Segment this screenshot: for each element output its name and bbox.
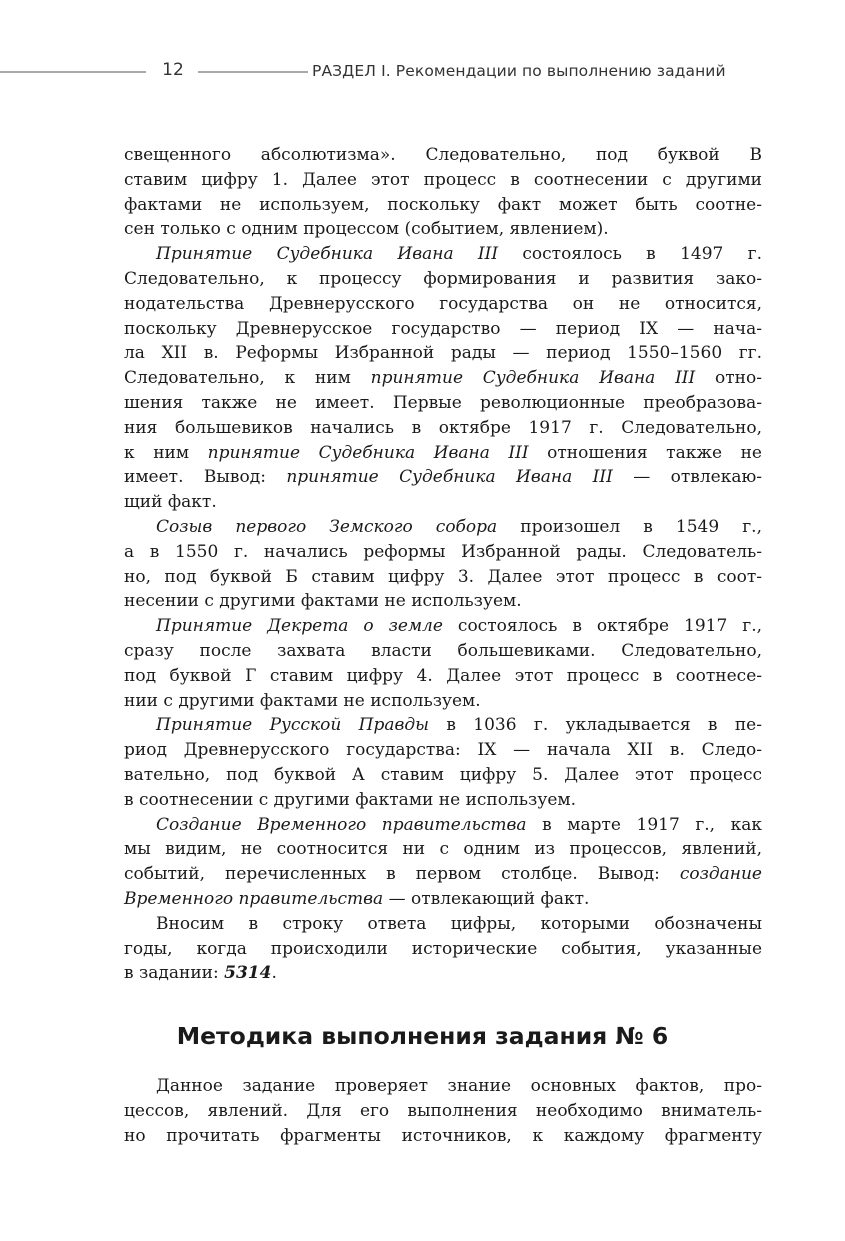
text-line: ния большевиков начались в октябре 1917 г. Следовательно, (124, 417, 762, 438)
text-run: к ним (124, 442, 208, 463)
text-run: в задании: (124, 963, 225, 984)
text-line: Данное задание проверяет знание основных фактов, про- (156, 1076, 762, 1096)
text-line: мы видим, не соотносится ни с одним из процессов, явлений, (124, 839, 762, 860)
emphasis: Создание Временного правительства (156, 814, 527, 835)
text-line: Следовательно, к процессу формирования и развития зако- (124, 268, 762, 289)
text-line (124, 465, 762, 490)
emphasis: Принятие Судебника Ивана III (156, 244, 499, 265)
text-run: в марте 1917 г., как (526, 814, 762, 835)
text-line: под буквой Г ставим цифру 4. Далее этот процесс в соотнесе- (124, 665, 762, 686)
paragraph-4 (124, 614, 762, 713)
emphasis: создание (679, 864, 762, 885)
running-title: РАЗДЕЛ I. Рекомендации по выполнению заданий (312, 62, 726, 80)
text-line (124, 813, 762, 838)
text-run: произошел в 1549 г., (497, 516, 762, 537)
emphasis: принятие Судебника Ивана III (286, 467, 613, 488)
text-line: поскольку Древнерусское государство — период IX — нача- (124, 318, 762, 339)
text-line: нодательства Древнерусского государства он не относится, (124, 293, 762, 314)
text-line: годы, когда происходили исторические события, указанные (124, 938, 762, 959)
emphasis: Принятие Декрета о земле (156, 616, 443, 637)
text-line: нии с другими фактами не используем. (124, 690, 481, 711)
paragraph-7 (124, 912, 762, 986)
page-header (0, 57, 845, 87)
text-line (124, 961, 762, 986)
text-run: — отвлекаю- (612, 467, 762, 488)
text-line: а в 1550 г. начались реформы Избранной рады. Следователь- (124, 541, 762, 562)
text-line: шения также не имеет. Первые революционные преобразова- (124, 392, 762, 413)
text-line (124, 515, 762, 540)
text-line: ла XII в. Реформы Избранной рады — период 1550–1560 гг. (124, 343, 762, 364)
text-line: цессов, явлений. Для его выполнения необходимо вниматель- (124, 1100, 762, 1121)
main-text (124, 143, 762, 986)
paragraph-2 (124, 242, 762, 515)
paragraph-3 (124, 515, 762, 614)
text-line (124, 242, 762, 267)
text-line: несении с другими фактами не используем. (124, 591, 522, 612)
text-run: отно- (695, 368, 762, 389)
text-line: Вносим в строку ответа цифры, которыми обозначены (156, 913, 762, 934)
paragraph-6 (124, 813, 762, 912)
text-line (124, 713, 762, 738)
text-line (124, 366, 762, 391)
text-run: отношения также не (528, 442, 762, 463)
text-line: но, под буквой Б ставим цифру 3. Далее этот процесс в соот- (124, 566, 762, 587)
text-run: состоялось в октябре 1917 г., (442, 616, 763, 637)
paragraph-8 (124, 1074, 762, 1148)
text-line: фактами не используем, поскольку факт может быть соотне- (124, 194, 762, 215)
header-rule-left (0, 71, 146, 73)
section-text (124, 1074, 762, 1148)
text-line: но прочитать фрагменты источников, к каждому фрагменту (124, 1125, 762, 1146)
paragraph-5 (124, 713, 762, 812)
emphasis: Созыв первого Земского собора (156, 516, 498, 537)
page-number: 12 (162, 60, 184, 80)
paragraph-1 (124, 143, 762, 242)
emphasis: Временного правительства (124, 888, 384, 909)
header-rule-middle (198, 71, 308, 73)
text-line: в соотнесении с другими фактами не используем. (124, 789, 577, 810)
text-run: в 1036 г. укладывается в пе- (429, 715, 762, 736)
text-run: — отвлекающий факт. (383, 888, 590, 909)
emphasis: принятие Судебника Ивана III (207, 442, 529, 463)
text-line: риод Древнерусского государства: IX — начала XII в. Следо- (124, 740, 762, 761)
text-run: . (271, 963, 277, 984)
text-line: сен только с одним процессом (событием, явлением). (124, 219, 609, 240)
text-run: имеет. Вывод: (124, 467, 287, 488)
text-line (124, 887, 762, 912)
text-line: ставим цифру 1. Далее этот процесс в соотнесении с другими (124, 169, 762, 190)
text-line (124, 862, 762, 887)
answer-value: 5314 (224, 963, 272, 984)
text-line: сразу после захвата власти большевиками. Следовательно, (124, 640, 762, 661)
text-run: событий, перечисленных в первом столбце. Вывод: (124, 864, 680, 885)
text-line: вательно, под буквой А ставим цифру 5. Далее этот процесс (124, 764, 762, 785)
text-line: свещенного абсолютизма». Следовательно, под буквой В (124, 145, 762, 165)
text-line (124, 614, 762, 639)
text-run: Следовательно, к ним (124, 368, 371, 389)
emphasis: принятие Судебника Ивана III (370, 368, 696, 389)
text-line: щий факт. (124, 492, 217, 513)
text-line (124, 441, 762, 466)
text-run: состоялось в 1497 г. (498, 244, 762, 265)
emphasis: Принятие Русской Правды (156, 715, 429, 736)
section-heading: Методика выполнения задания № 6 (176, 1022, 669, 1050)
